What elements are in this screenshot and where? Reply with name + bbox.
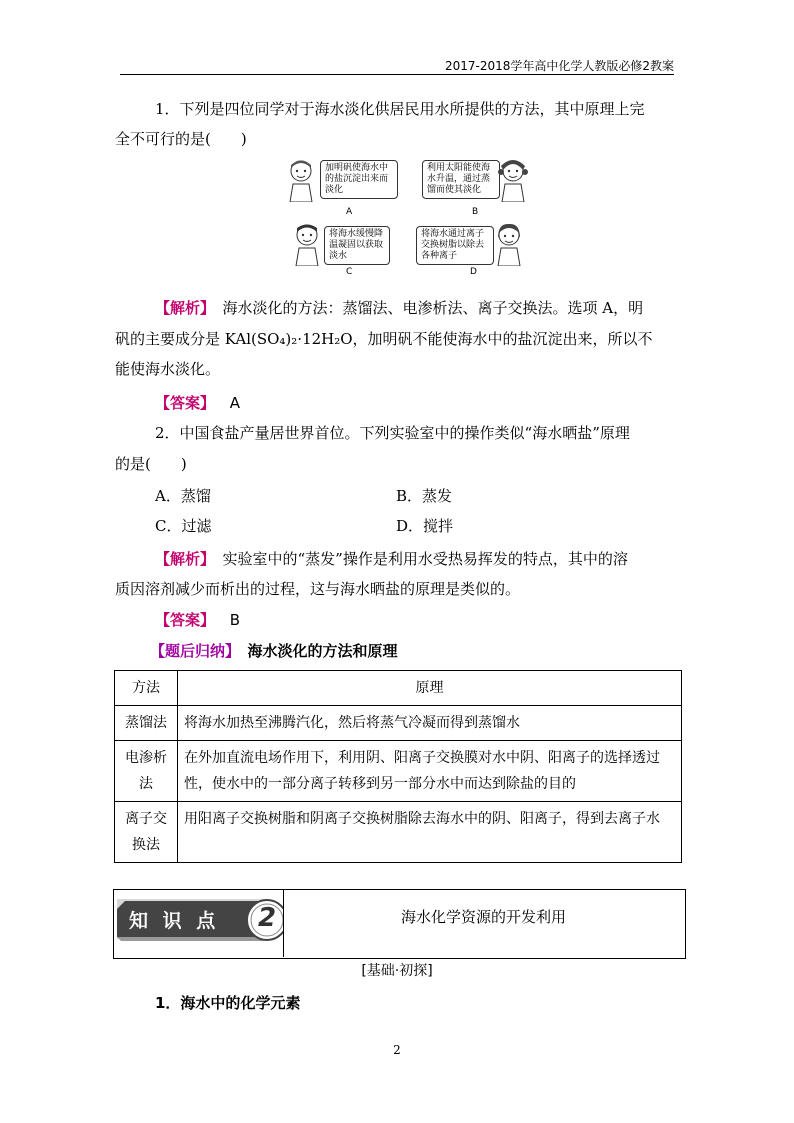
table-header-principle: 原理 [178, 671, 682, 706]
q1-analysis-line3: 能使海水淡化。 [115, 360, 221, 378]
q1-answer-value: A [229, 394, 241, 412]
label-d: D [470, 267, 477, 277]
label-a: A [346, 207, 353, 217]
table-row [115, 802, 682, 863]
q1-line2: 全不可行的是( ) [115, 130, 247, 148]
knowledge-number: 2 [257, 903, 277, 933]
q2-line2: 的是( ) [115, 455, 187, 473]
q2-analysis-tag: 【解析】 [155, 550, 208, 568]
q2-answer-tag: 【答案】 [155, 611, 216, 629]
bubble-b: 利用太阳能使海水升温，通过蒸馏而使其淡化 [422, 160, 500, 199]
bubble-d: 将海水通过离子交换树脂以除去各种离子 [416, 226, 494, 265]
table-header-method: 方法 [115, 671, 178, 706]
header-divider [120, 74, 674, 75]
page-number: 2 [393, 1043, 401, 1057]
table-cell-principle: 在外加直流电场作用下，利用阴、阳离子交换膜对水中阴、阳离子的选择透过性，使水中的一部分离子转移到另一部分水中而达到除盐的目的 [178, 741, 682, 802]
q2-option-b: B．蒸发 [396, 487, 453, 505]
q1-answer [155, 392, 240, 414]
label-c: C [346, 267, 353, 277]
summary-tag: 【题后归纳】 [150, 642, 233, 660]
header-title: 2017-2018学年高中化学人教版必修2教案 [444, 59, 674, 73]
q2-option-a: A．蒸馏 [155, 487, 211, 505]
bubble-a: 加明矾使海水中的盐沉淀出来而淡化 [320, 160, 398, 199]
table-cell-method: 蒸馏法 [115, 706, 178, 741]
knowledge-item-1: 1．海水中的化学元素 [155, 994, 301, 1012]
q2-analysis-line2: 质因溶剂减少而析出的过程，这与海水晒盐的原理是类似的。 [115, 580, 521, 598]
q1-line1: 1．下列是四位同学对于海水淡化供居民用水所提供的方法，其中原理上完 [155, 100, 645, 118]
student-d-icon [494, 222, 524, 266]
summary-title: 海水淡化的方法和原理 [232, 642, 398, 660]
student-b-icon [498, 158, 528, 202]
q1-analysis-tag: 【解析】 [155, 299, 208, 317]
table-cell-principle: 将海水加热至沸腾汽化，然后将蒸气冷凝而得到蒸馏水 [178, 706, 682, 741]
q1-analysis-line1: 【解析】 海水淡化的方法：蒸馏法、电渗析法、离子交换法。选项 A，明 [155, 299, 644, 317]
q2-option-d: D．搅拌 [396, 517, 454, 535]
summary-table [114, 670, 682, 863]
student-a-icon [286, 158, 316, 202]
table-cell-method: 电渗析法 [115, 741, 178, 802]
knowledge-title: 海水化学资源的开发利用 [400, 908, 566, 926]
table-cell-method: 离子交换法 [115, 802, 178, 863]
q2-analysis-line1: 【解析】 实验室中的“蒸发”操作是利用水受热易挥发的特点，其中的溶 [155, 550, 628, 568]
label-b: B [472, 207, 479, 217]
bubble-c: 将海水缓慢降温凝固以获取淡水 [324, 226, 390, 265]
q1-figure [284, 156, 530, 276]
q2-answer [155, 609, 240, 631]
section-subtitle: [基础·初探] [361, 963, 433, 979]
q1-analysis-line2: 矾的主要成分是 KAl(SO₄)₂·12H₂O，加明矾不能使海水中的盐沉淀出来，所以不 [115, 330, 653, 348]
knowledge-banner [113, 889, 283, 957]
q1-answer-tag: 【答案】 [155, 394, 216, 412]
table-header-row [115, 671, 682, 706]
q2-option-c: C．过滤 [155, 517, 212, 535]
table-row [115, 706, 682, 741]
summary-heading [150, 640, 398, 662]
q2-line1: 2．中国食盐产量居世界首位。下列实验室中的操作类似“海水晒盐”原理 [155, 424, 630, 442]
student-c-icon [292, 222, 322, 266]
q2-answer-value: B [229, 611, 241, 629]
table-cell-principle: 用阳离子交换树脂和阴离子交换树脂除去海水中的阴、阳离子，得到去离子水 [178, 802, 682, 863]
knowledge-banner-label: 知 识 点 [129, 910, 220, 932]
table-row [115, 741, 682, 802]
